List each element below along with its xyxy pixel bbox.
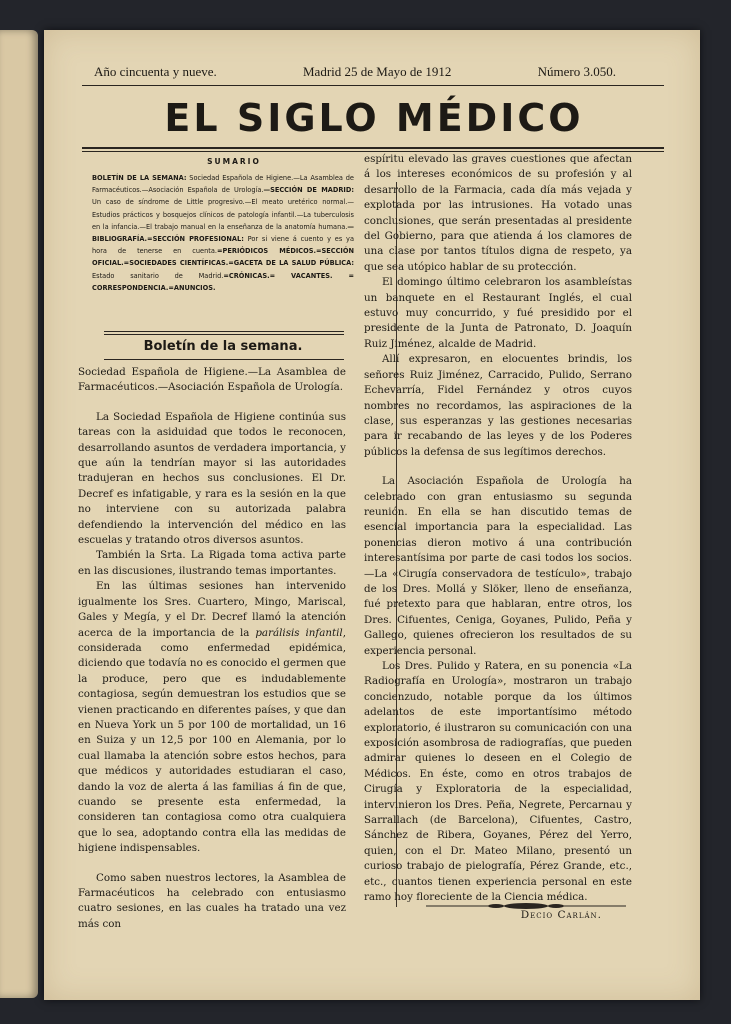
article-paragraph: Como saben nuestros lectores, la Asamblea de Farmacéuticos ha celebrado con entusiasmo cuatro sesiones, en las cuales ha tratado una vez más con [78,871,346,930]
article-paragraph: Allí expresaron, en elocuentes brindis, los señores Ruiz Jiménez, Carracido, Pulido, Serrano Echevarría, Fidel Fernández y otros cuyos nombres no recordamos, las aspiraciones de la clase, sus esperanzas y las gestiones necesarias para ir recabando de las leyes y de los Poderes públicos la defensa de sus legítimos derechos. [364,353,632,458]
article-paragraph: La Asociación Española de Urología ha celebrado con gran entusiasmo su segunda reunión. En ella se han discutido temas de esencial importancia para la especialidad. Las ponencias dieron motivo á una contribución interesantísima por parte de casi todos los socios.—La «Cirugía conservadora de testículo», trabajo de los Dres. Mollá y Slöker, lleno de enseñanza, fué pretexto para que hablaran, entre otros, los Dres. Cifuentes, Ceniga, Goyanes, Pulido, Peña y Gallego, quienes ofrecieron los resultados de su experiencia personal. [364,475,632,657]
right-column [364,152,632,923]
summary-section-label: —BIBLIOGRAFÍA.=SECCIÓN PROFESIONAL: [92,222,354,244]
article-paragraph [78,579,346,856]
article-paragraph: La Sociedad Española de Higiene continúa sus tareas con la asiduidad que todos le reconocen, desarrollando asuntos de verdadera importancia, y que aún la tendrían mayor si las autoridades tradujeran en hechos sus conclusiones. El Dr. Decref es infatigable, y rara es la sesión en la que no interviene con su autorizada palabra defendiendo la intervención del médico en las escuelas y tratando otros diversos asuntos. [78,410,346,547]
summary-heading: SUMARIO [207,157,261,166]
paragraph-text: , considerada como enfermedad epidémica, diciendo que todavía no es conocido el germen que la produce, pero que es indudablemente contagiosa, según demuestran los estudios que se vienen practicando en diferentes países, y que dan en Nueva York un 5 por 100 de mortalidad, un 16 en Suiza y un 12,5 por 100 en Alemania, por lo cual llamaba la atención sobre estos hechos, para que médicos y autoridades estudiaran el caso, dando la voz de alerta á las familias á fin de que, cuando se presente esta enfermedad, la consideren tan contagiosa como otra cualquiera que lo sea, adoptando contra ella las medidas de higiene indispensables. [78,626,346,855]
emphasis-text: parálisis infantil [255,626,343,639]
newspaper-page [44,30,700,1000]
summary-section-text: Estado sanitario de Madrid. [92,271,224,280]
section-heading: Boletín de la semana. [143,339,303,354]
article-subheading: Sociedad Española de Higiene.—La Asamblea de Farmacéuticos.—Asociación Española de Urología. [78,366,346,394]
summary-section-label: BOLETÍN DE LA SEMANA: [92,174,187,182]
article-paragraph: Los Dres. Pulido y Ratera, en su ponencia «La Radiografía en Urología», mostraron un trabajo concienzudo, notable porque da los últimos adelantos de este importantísimo método exploratorio, é ilustraron su comunicación con una exposición asombrosa de radiografías, que pueden admirar quienes lo deseen en el Colegio de Médicos. En éste, como en otros trabajos de Cirugía y Exploratoria de la especialidad, intervinieron los Dres. Peña, Negrete, Percarnau y Sarrallach (de Barcelona), Cifuentes, Castro, Sánchez de Ribera, Goyanes, Pérez del Yerro, quien, con el Dr. Mateo Milano, presentó un curioso trabajo de pielografía, Pérez Grande, etc., etc., cuantos tienen experiencia personal en este ramo hoy floreciente de la Ciencia médica. [364,660,632,904]
newspaper-title: EL SIGLO MÉDICO [164,96,584,140]
summary-section-label: =PERIÓDICOS MÉDICOS.=SECCIÓN OFICIAL.=SOCIEDADES CIENTÍFICAS.=GACETA DE LA SALUD PÚBLICA: [92,247,355,268]
summary-section-text: Sociedad Española de Higiene.—La Asamblea de Farmacéuticos.—Asociación Española de Urología. [92,174,354,195]
left-column [78,365,346,932]
summary-rule [104,334,344,335]
section-heading-rule [104,359,344,360]
article-paragraph: espíritu elevado las graves cuestiones que afectan á los intereses económicos de su profesión y al desarrollo de la Farmacia, cada día más vejada y explotada por las intrusiones. Ha votado unas conclusiones, que serán presentadas al presidente del Gobierno, para que atienda á los clamores de una clase por tantos títulos digna de respeto, ya que sea utópico hablar de su protección. [364,153,632,273]
summary-section-label: =CRÓNICAS.= VACANTES. = CORRESPONDENCIA.=ANUNCIOS. [92,271,354,292]
summary-section-label: —SECCIÓN DE MADRID: [263,186,354,195]
header-rule [82,85,664,86]
masthead-line [94,64,616,80]
title-rule-thick [82,147,664,149]
paragraph-text: En las últimas sesiones han intervenido igualmente los Sres. Cuartero, Mingo, Mariscal, Gales y Megía, y el Dr. Decref llamó la atención acerca de la importancia de la [78,580,346,639]
summary-section-text: Un caso de síndrome de Little progresivo.—El meato uretérico normal.—Estudios prácticos y bosquejos clínicos de patología infantil.—La tuberculosis en la infancia.—El trabajo manual en la enseñanza de la anatomía humana. [92,198,354,231]
summary-text [92,172,354,294]
issue-date: Madrid 25 de Mayo de 1912 [302,64,452,79]
adjacent-page-edge [0,30,38,998]
summary-rule [104,331,344,332]
summary-section-text: Por si viene á cuento y es ya hora de tenerse en cuenta. [92,235,354,256]
article-paragraph: El domingo último celebraron los asambleístas un banquete en el Restaurant Inglés, el cual estuvo muy concurrido, y fué presidido por el presidente de la Junta de Patronato, D. Joaquín Ruiz Jiménez, alcalde de Madrid. [364,276,632,350]
volume-year: Año cincuenta y nueve. [94,64,217,79]
issue-number: Número 3.050. [537,64,616,79]
article-paragraph: También la Srta. La Rigada toma activa parte en las discusiones, ilustrando temas importantes. [78,549,346,577]
ornamental-divider [426,902,626,910]
signature-text: Decio Carlán. [520,908,602,921]
